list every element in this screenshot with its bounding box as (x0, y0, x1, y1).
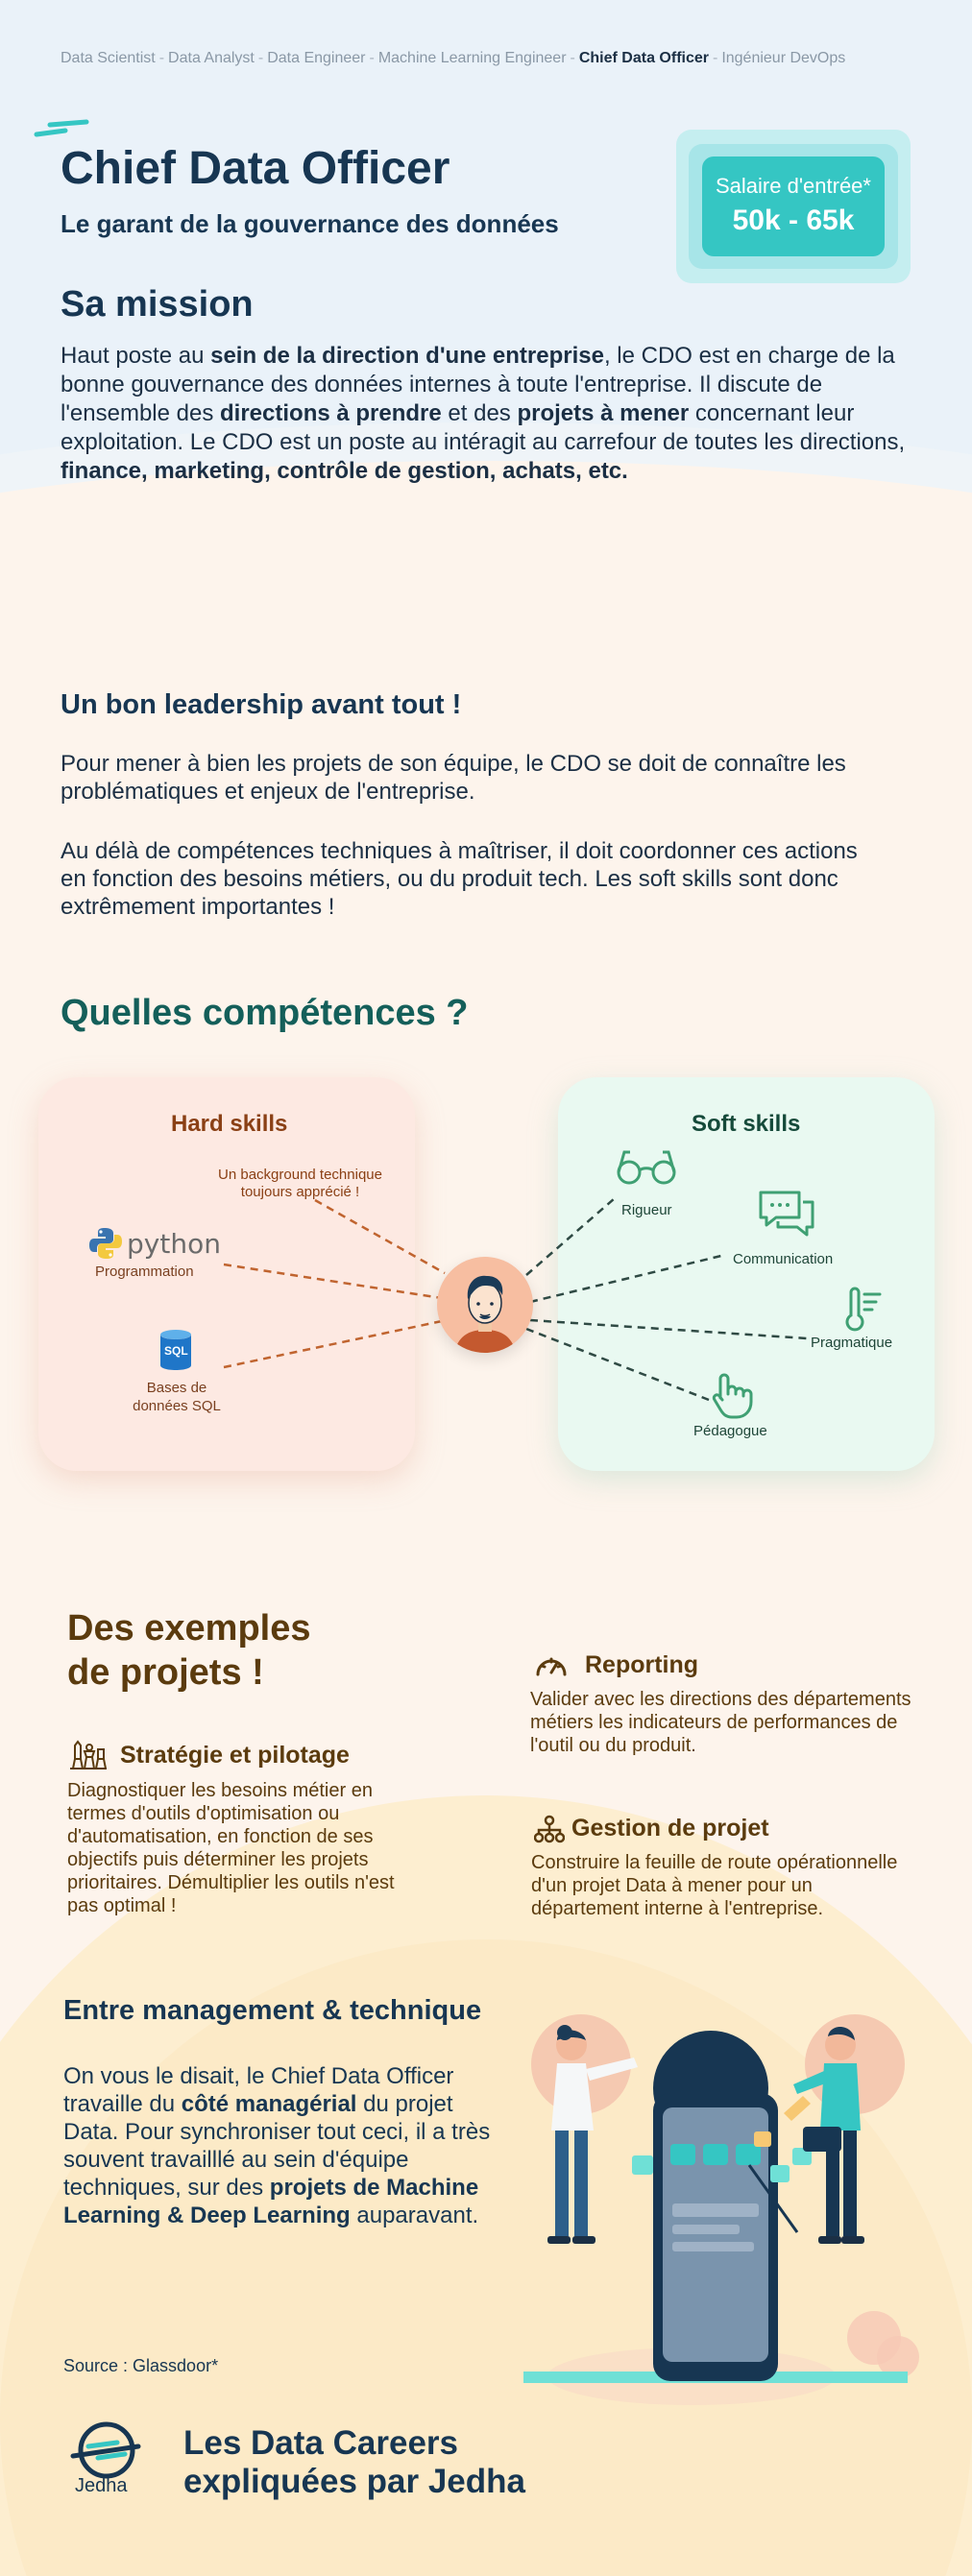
soft-skill-pragmatique-label: Pragmatique (811, 1335, 893, 1351)
header-wave-edge (0, 499, 972, 787)
breadcrumb-separator: - (712, 50, 718, 66)
management-text-part: projets de Machine Learning & Deep Learning (63, 2175, 479, 2228)
footer-tagline (183, 2424, 525, 2501)
leadership-heading: Un bon leadership avant tout ! (61, 689, 462, 720)
breadcrumb (61, 50, 845, 67)
breadcrumb-item-data-scientist[interactable]: Data Scientist (61, 50, 156, 66)
hard-skill-sql-label: Bases de données SQL (133, 1380, 221, 1414)
management-text-part: côté managérial (181, 2091, 357, 2117)
management-text-part: du projet Data. Pour synchroniser tout ceci, il a très souvent travailllé au sein d'équipe techniques, sur des (63, 2091, 491, 2201)
python-logo-icon (88, 1226, 221, 1261)
mission-text (61, 342, 906, 486)
salary-badge (702, 156, 885, 256)
project-reporting-title: Reporting (585, 1651, 699, 1678)
sql-database-icon (158, 1329, 193, 1371)
title-decoration-icon (33, 119, 90, 138)
salary-value: 50k - 65k (732, 205, 855, 236)
soft-skill-rigueur-label: Rigueur (621, 1202, 672, 1218)
gauge-icon (534, 1649, 569, 1680)
breadcrumb-separator: - (369, 50, 375, 66)
skills-heading: Quelles compétences ? (61, 993, 469, 1033)
mission-text-part: et des (441, 400, 518, 426)
breadcrumb-separator: - (158, 50, 165, 66)
project-management-title: Gestion de projet (571, 1815, 769, 1842)
page-title: Chief Data Officer (61, 143, 450, 194)
mission-text-part: concernant leur exploitation. Le CDO est un poste au intéragit au carrefour de toutes les directions, (61, 400, 906, 455)
mission-text-part: finance, marketing, contrôle de gestion, achats, etc. (61, 458, 628, 484)
project-reporting-text: Valider avec les directions des départements métiers les indicateurs de performances de l'outil ou du produit. (530, 1689, 911, 1756)
mission-text-part: directions à prendre (220, 400, 442, 426)
footer-tagline-line-1: Les Data Careers (183, 2424, 458, 2462)
breadcrumb-item-data-analyst[interactable]: Data Analyst (168, 50, 255, 66)
breadcrumb-item-data-engineer[interactable]: Data Engineer (267, 50, 366, 66)
hard-skill-programming-label: Programmation (95, 1264, 194, 1280)
cdo-portrait-icon (437, 1257, 533, 1353)
projects-heading-line-2: de projets ! (67, 1652, 264, 1693)
soft-skill-communication-label: Communication (733, 1251, 834, 1267)
mission-text-part: , le CDO est en charge de la bonne gouvernance des données internes à toute l'entreprise. Il discute de l'ensemble des (61, 343, 895, 426)
footer-tagline-line-2: expliquées par Jedha (183, 2463, 525, 2500)
project-strategy-title: Stratégie et pilotage (120, 1742, 350, 1769)
soft-skill-pedagogue-label: Pédagogue (693, 1423, 767, 1439)
breadcrumb-separator: - (570, 50, 575, 66)
project-management-text: Construire la feuille de route opérationnelle d'un projet Data à mener pour un département interne à l'entreprise. (531, 1852, 898, 1919)
soft-skills-title: Soft skills (692, 1111, 801, 1137)
chess-pieces-icon (67, 1738, 109, 1770)
pointing-hand-icon (707, 1371, 753, 1419)
chat-bubble-icon (757, 1189, 816, 1239)
salary-label: Salaire d'entrée* (716, 174, 871, 198)
management-heading: Entre management & technique (63, 1995, 482, 2026)
mission-text-part: sein de la direction d'une entreprise (210, 343, 604, 369)
projects-heading-line-1: Des exemples (67, 1608, 311, 1649)
python-logo-text: python (127, 1228, 221, 1260)
avatar (437, 1257, 533, 1353)
leadership-paragraph-2: Au délà de compétences techniques à maîtriser, il doit coordonner ces actions en fonction des besoins métiers, ou du produit tech. Les soft skills sont donc extrêmement importantes ! (61, 838, 858, 920)
org-chart-icon (534, 1815, 565, 1843)
sql-logo-text: SQL (164, 1344, 188, 1358)
hard-skills-title: Hard skills (171, 1111, 288, 1137)
thermometer-icon (841, 1287, 884, 1333)
team-phone-illustration (519, 2002, 922, 2434)
breadcrumb-item-chief-data-officer[interactable]: Chief Data Officer (578, 50, 709, 66)
management-text-part: On vous le disait, le Chief Data Officer travaille du (63, 2063, 454, 2117)
mission-heading: Sa mission (61, 284, 254, 325)
leadership-paragraph-1: Pour mener à bien les projets de son équipe, le CDO se doit de connaître les problématiques et enjeux de l'entreprise. (61, 751, 846, 805)
breadcrumb-item-ml-engineer[interactable]: Machine Learning Engineer (377, 50, 567, 66)
breadcrumb-item-devops[interactable]: Ingénieur DevOps (721, 50, 846, 66)
project-strategy-text: Diagnostiquer les besoins métier en termes d'outils d'optimisation ou d'automatisation, en fonction de ses objectifs puis déterminer les projets prioritaires. Démultiplier les outils n'est pas optimal ! (67, 1780, 395, 1916)
management-text-part: auparavant. (350, 2203, 479, 2228)
glasses-icon (615, 1146, 678, 1189)
projects-heading (67, 1606, 311, 1695)
jedha-brand-name: Jedha (75, 2475, 128, 2496)
mission-text-part: Haut poste au (61, 343, 211, 369)
hard-skills-note: Un background technique toujours apprécié ! (218, 1167, 382, 1200)
management-text (63, 2062, 496, 2229)
page-subtitle: Le garant de la gouvernance des données (61, 209, 559, 238)
source-note: Source : Glassdoor* (63, 2356, 219, 2375)
mission-text-part: projets à mener (517, 400, 690, 426)
breadcrumb-separator: - (257, 50, 264, 66)
